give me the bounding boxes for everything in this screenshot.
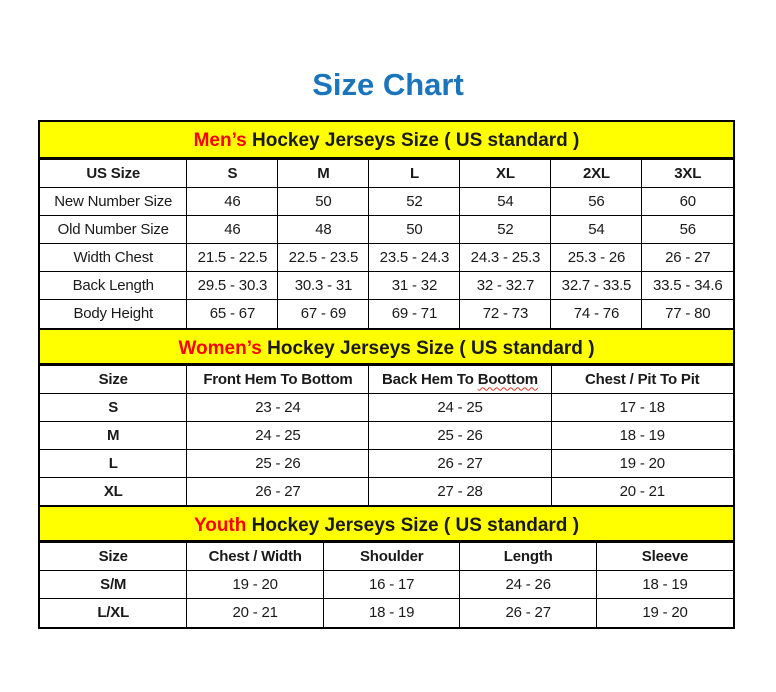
men-size-table [40,159,733,328]
table-row [40,449,733,477]
data-cell: 52 [369,188,460,216]
data-cell: 33.5 - 34.6 [642,272,733,300]
column-header: Size [40,365,187,393]
row-label: M [40,421,187,449]
row-label: L/XL [40,599,187,627]
data-cell: 25.3 - 26 [551,244,642,272]
column-header: Shoulder [323,543,460,571]
data-cell: 50 [278,188,369,216]
data-cell: 21.5 - 22.5 [187,244,278,272]
row-label: S [40,393,187,421]
column-header: Sleeve [596,543,733,571]
column-header: S [187,160,278,188]
data-cell: 19 - 20 [187,571,324,599]
row-label: Back Length [40,272,187,300]
data-cell: 77 - 80 [642,300,733,328]
youth-size-table [40,542,733,627]
data-cell: 23 - 24 [187,393,369,421]
section-men [40,122,733,328]
data-cell: 65 - 67 [187,300,278,328]
column-header: XL [460,160,551,188]
column-header: Back Hem To Boottom [369,365,551,393]
row-label: Width Chest [40,244,187,272]
banner-highlight-women: Women’s [178,337,262,359]
data-cell: 56 [551,188,642,216]
table-row [40,188,733,216]
column-header: M [278,160,369,188]
table-row [40,477,733,505]
data-cell: 24 - 26 [460,571,597,599]
data-cell: 25 - 26 [369,421,551,449]
table-row [40,571,733,599]
banner-text-women: Hockey Jerseys Size ( US standard ) [261,337,595,359]
column-header: Chest / Pit To Pit [551,365,733,393]
section-youth [40,505,733,627]
banner-text-men: Hockey Jerseys Size ( US standard ) [246,130,580,151]
row-label: Old Number Size [40,216,187,244]
men-section-banner [40,122,733,159]
misspelled-word: Boottom [477,370,538,388]
page-title: Size Chart [312,67,464,102]
header-row [40,160,733,188]
data-cell: 26 - 27 [369,449,551,477]
data-cell: 67 - 69 [278,300,369,328]
column-header: L [369,160,460,188]
data-cell: 27 - 28 [369,477,551,505]
data-cell: 20 - 21 [187,599,324,627]
data-cell: 25 - 26 [187,449,369,477]
data-cell: 24 - 25 [369,393,551,421]
header-row [40,543,733,571]
data-cell: 50 [369,216,460,244]
table-row [40,272,733,300]
column-header: Chest / Width [187,543,324,571]
row-label: S/M [40,571,187,599]
column-header: 2XL [551,160,642,188]
data-cell: 22.5 - 23.5 [278,244,369,272]
data-cell: 17 - 18 [551,393,733,421]
data-cell: 19 - 20 [551,449,733,477]
banner-text-youth: Hockey Jerseys Size ( US standard ) [246,515,580,536]
header-row [40,365,733,393]
data-cell: 24.3 - 25.3 [460,244,551,272]
column-header: Size [40,543,187,571]
data-cell: 48 [278,216,369,244]
data-cell: 26 - 27 [460,599,597,627]
data-cell: 56 [642,216,733,244]
women-size-table [40,365,733,506]
column-header: Length [460,543,597,571]
data-cell: 18 - 19 [551,421,733,449]
data-cell: 18 - 19 [596,571,733,599]
data-cell: 74 - 76 [551,300,642,328]
row-label: L [40,449,187,477]
women-section-banner [40,328,733,365]
row-label: XL [40,477,187,505]
data-cell: 31 - 32 [369,272,460,300]
data-cell: 26 - 27 [642,244,733,272]
data-cell: 46 [187,216,278,244]
column-header: Front Hem To Bottom [187,365,369,393]
banner-highlight-men: Men’s [193,130,247,151]
data-cell: 60 [642,188,733,216]
row-label: New Number Size [40,188,187,216]
data-cell: 30.3 - 31 [278,272,369,300]
table-row [40,599,733,627]
data-cell: 54 [551,216,642,244]
section-women [40,328,733,506]
data-cell: 69 - 71 [369,300,460,328]
data-cell: 72 - 73 [460,300,551,328]
data-cell: 23.5 - 24.3 [369,244,460,272]
youth-section-banner [40,505,733,542]
column-header: US Size [40,160,187,188]
banner-highlight-youth: Youth [193,515,247,536]
size-chart-tables [38,120,735,629]
data-cell: 54 [460,188,551,216]
data-cell: 20 - 21 [551,477,733,505]
data-cell: 29.5 - 30.3 [187,272,278,300]
data-cell: 46 [187,188,278,216]
data-cell: 16 - 17 [323,571,460,599]
data-cell: 18 - 19 [323,599,460,627]
data-cell: 52 [460,216,551,244]
row-label: Body Height [40,300,187,328]
table-row [40,300,733,328]
data-cell: 19 - 20 [596,599,733,627]
data-cell: 32.7 - 33.5 [551,272,642,300]
data-cell: 26 - 27 [187,477,369,505]
table-row [40,393,733,421]
table-row [40,421,733,449]
table-row [40,244,733,272]
data-cell: 32 - 32.7 [460,272,551,300]
column-header: 3XL [642,160,733,188]
table-row [40,216,733,244]
data-cell: 24 - 25 [187,421,369,449]
